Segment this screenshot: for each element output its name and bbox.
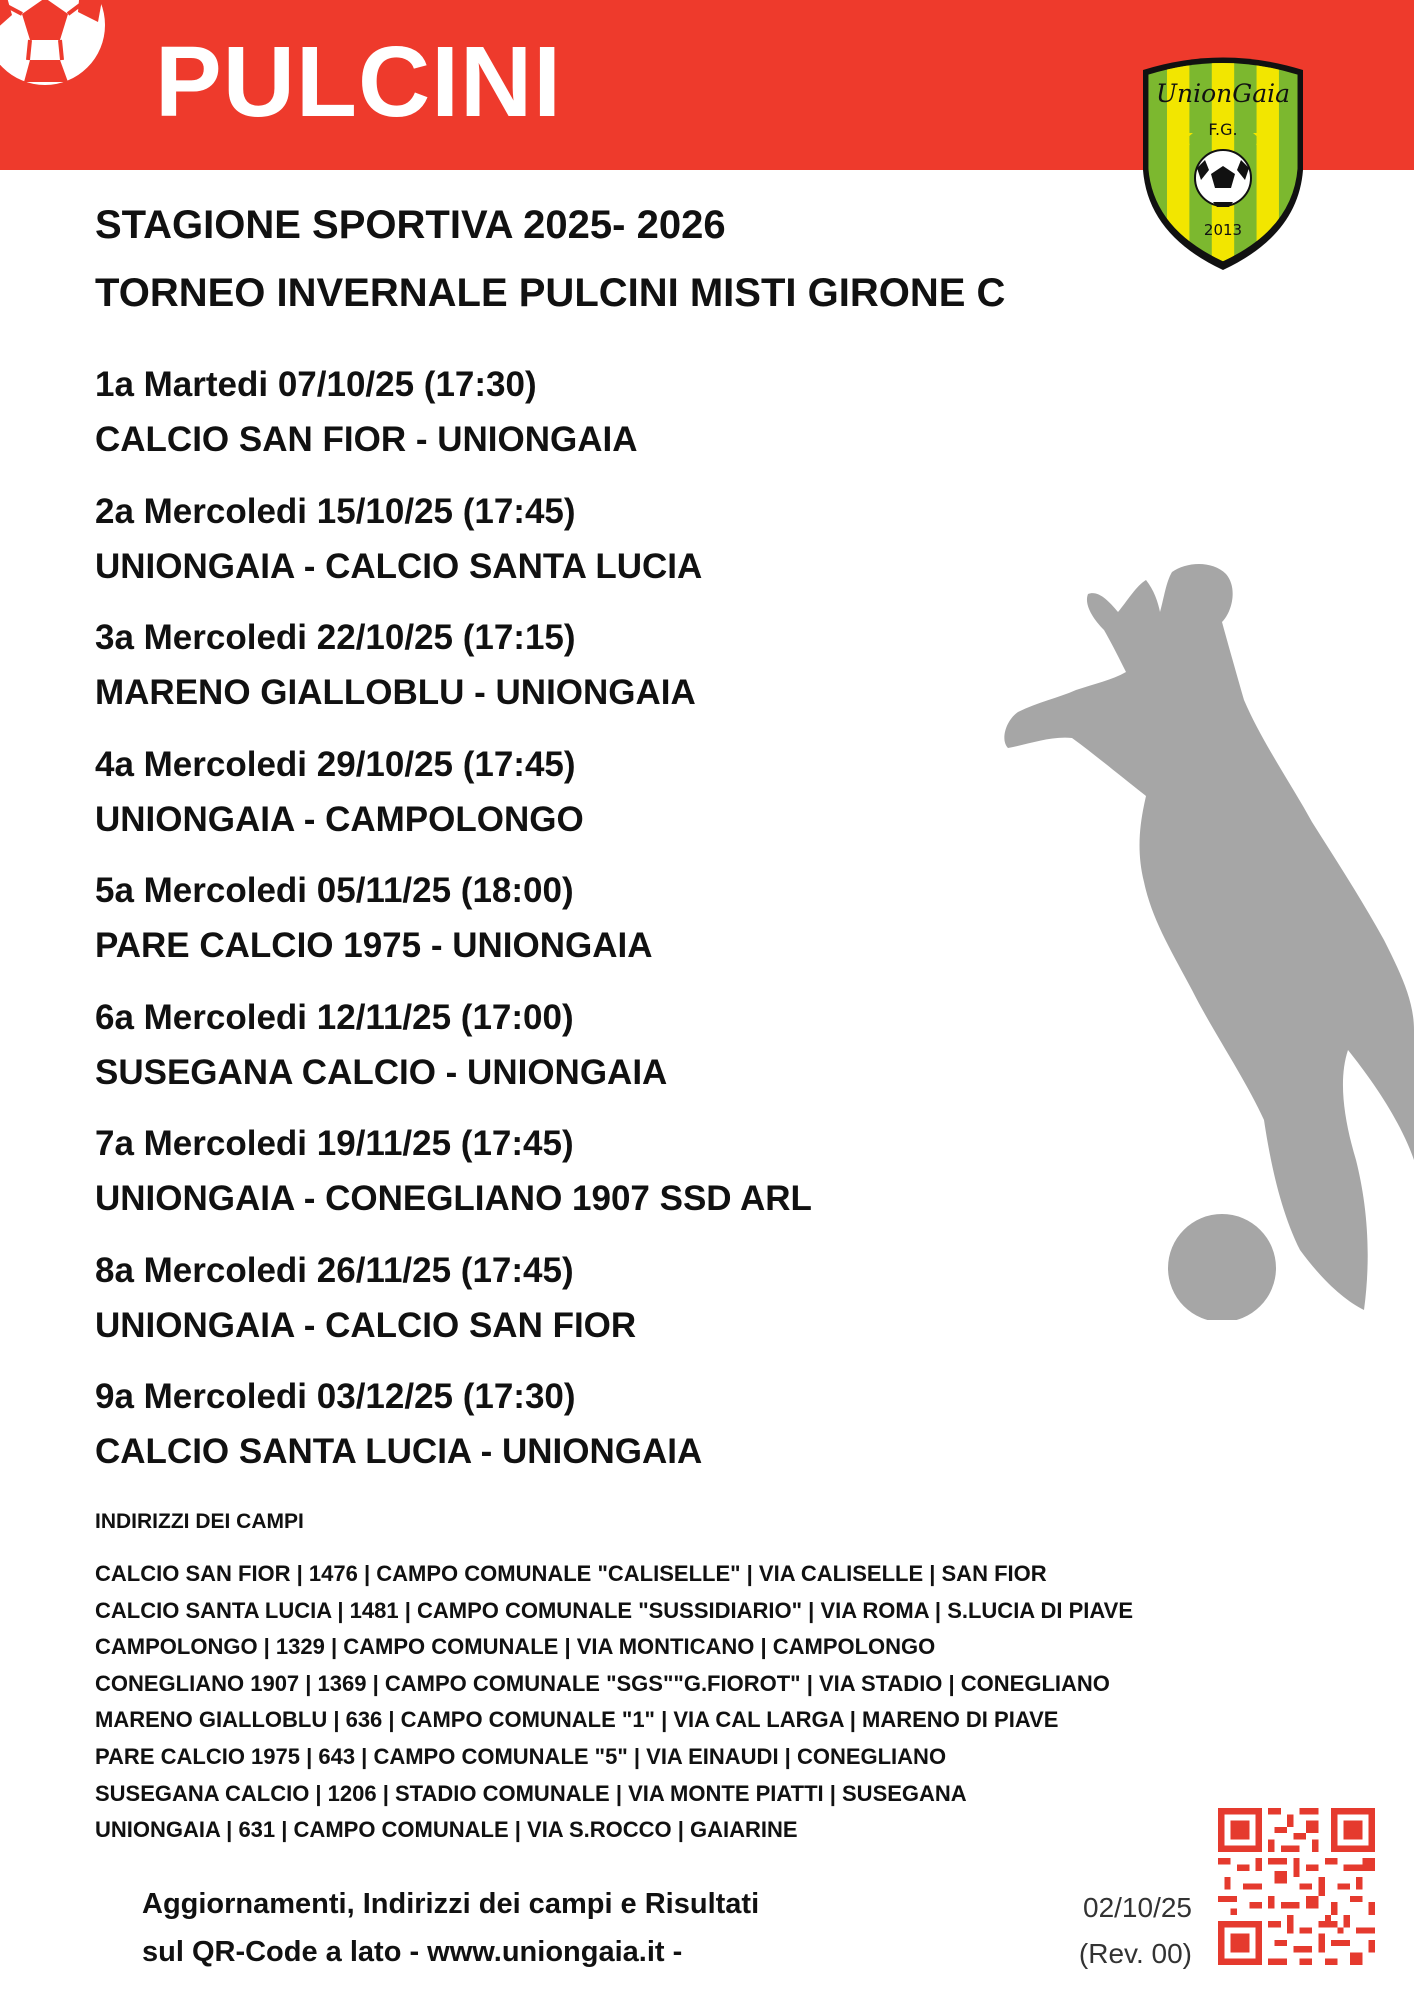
fixture-item [95,1369,995,1496]
page-title: PULCINI [155,26,562,138]
svg-text:2013: 2013 [1203,221,1243,239]
fixture-item [95,737,995,864]
fixture-round-date: 8a Mercoledi 26/11/25 (17:45) [95,1250,574,1290]
svg-text:F.G.: F.G. [1208,120,1238,139]
qr-code-icon[interactable] [1218,1808,1375,1965]
svg-text:UnionGaia: UnionGaia [1155,79,1291,108]
address-line: MARENO GIALLOBLU | 636 | CAMPO COMUNALE "1" | VIA CAL LARGA | MARENO DI PIAVE [95,1707,1059,1733]
footer-note [142,1880,759,1976]
fixture-match: UNIONGAIA - CONEGLIANO 1907 SSD ARL [95,1179,812,1218]
footer-line-1: Aggiornamenti, Indirizzi dei campi e Risultati [142,1888,760,1920]
fixture-item [95,484,995,611]
season-heading: STAGIONE SPORTIVA 2025- 2026 [95,203,726,247]
address-line: UNIONGAIA | 631 | CAMPO COMUNALE | VIA S.ROCCO | GAIARINE [95,1817,798,1843]
fixture-round-date: 1a Martedi 07/10/25 (17:30) [95,365,537,404]
fixture-round-date: 2a Mercoledi 15/10/25 (17:45) [95,491,576,531]
fixture-match: PARE CALCIO 1975 - UNIONGAIA [95,926,653,965]
fixture-item [95,863,995,990]
fixture-round-date: 4a Mercoledi 29/10/25 (17:45) [95,744,576,784]
football-player-silhouette-icon [1000,560,1414,1320]
fixture-match: UNIONGAIA - CALCIO SAN FIOR [95,1305,637,1345]
fixture-item [95,1116,995,1243]
fixture-item [95,1243,995,1370]
fixture-item [95,610,995,737]
fixture-match: CALCIO SANTA LUCIA - UNIONGAIA [95,1432,703,1471]
fixture-round-date: 5a Mercoledi 05/11/25 (18:00) [95,871,574,910]
fixture-item [95,990,995,1117]
address-line: SUSEGANA CALCIO | 1206 | STADIO COMUNALE | VIA MONTE PIATTI | SUSEGANA [95,1780,967,1806]
fixture-match: CALCIO SAN FIOR - UNIONGAIA [95,420,638,459]
soccer-ball-icon [0,0,110,90]
club-crest-logo [1133,50,1313,275]
footer-line-2[interactable]: sul QR-Code a lato - www.uniongaia.it - [142,1936,683,1968]
fixture-match: UNIONGAIA - CALCIO SANTA LUCIA [95,546,703,586]
fixture-match: UNIONGAIA - CAMPOLONGO [95,799,584,839]
fixture-item [95,357,995,484]
revision-number: (Rev. 00) [1078,1938,1192,1969]
fixture-match: SUSEGANA CALCIO - UNIONGAIA [95,1052,668,1092]
fixture-match: MARENO GIALLOBLU - UNIONGAIA [95,673,696,712]
fixture-round-date: 3a Mercoledi 22/10/25 (17:15) [95,618,576,657]
addresses-list [95,1556,1275,1849]
fixture-round-date: 6a Mercoledi 12/11/25 (17:00) [95,997,574,1037]
fixtures-list [95,357,995,1496]
fixture-round-date: 9a Mercoledi 03/12/25 (17:30) [95,1377,576,1416]
address-line: CALCIO SANTA LUCIA | 1481 | CAMPO COMUNALE "SUSSIDIARIO" | VIA ROMA | S.LUCIA DI PIAVE [95,1597,1133,1623]
address-line: CONEGLIANO 1907 | 1369 | CAMPO COMUNALE "SGS""G.FIOROT" | VIA STADIO | CONEGLIANO [95,1670,1110,1696]
address-line: PARE CALCIO 1975 | 643 | CAMPO COMUNALE "5" | VIA EINAUDI | CONEGLIANO [95,1743,947,1769]
address-line: CAMPOLONGO | 1329 | CAMPO COMUNALE | VIA MONTICANO | CAMPOLONGO [95,1634,936,1660]
tournament-heading: TORNEO INVERNALE PULCINI MISTI GIRONE C [95,271,1006,315]
revision-info [1040,1885,1192,1977]
fixture-round-date: 7a Mercoledi 19/11/25 (17:45) [95,1124,574,1163]
addresses-heading: INDIRIZZI DEI CAMPI [95,1510,304,1533]
revision-date: 02/10/25 [1083,1892,1192,1923]
address-line: CALCIO SAN FIOR | 1476 | CAMPO COMUNALE "CALISELLE" | VIA CALISELLE | SAN FIOR [95,1561,1047,1586]
